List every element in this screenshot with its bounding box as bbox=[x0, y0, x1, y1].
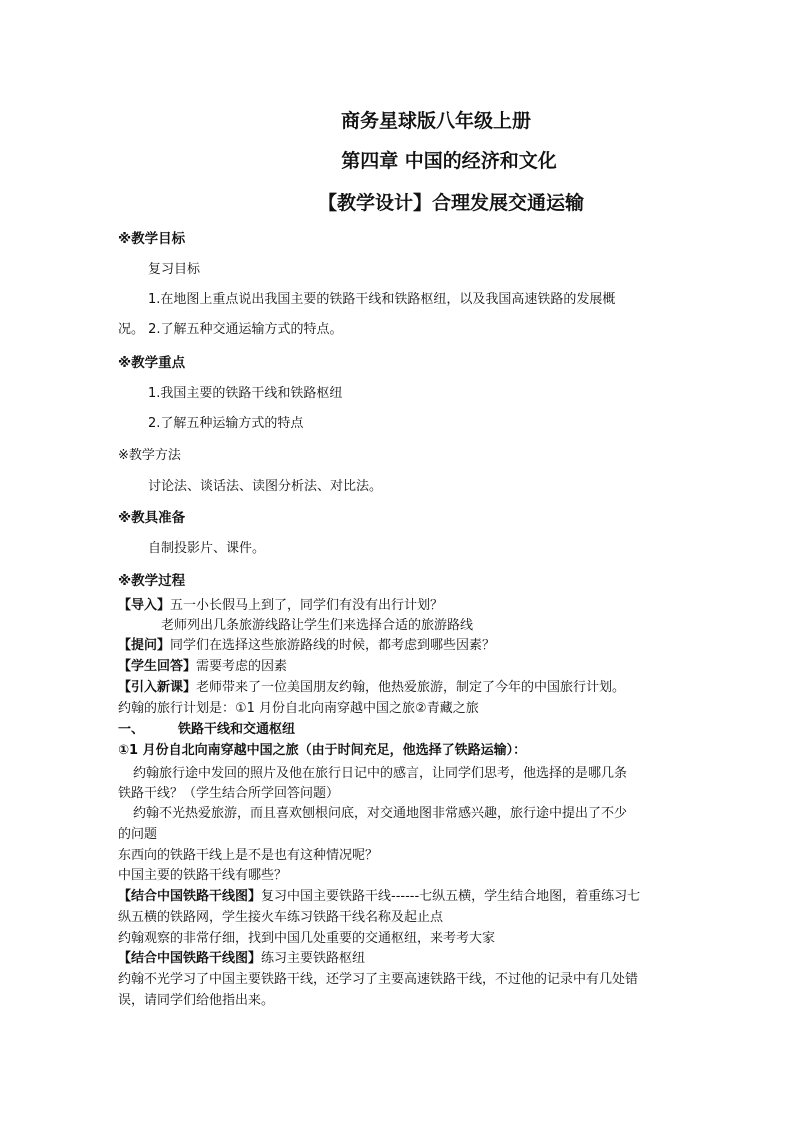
intro-line-2: 老师列出几条旅游线路让学生们来选择合适的旅游路线 bbox=[161, 618, 474, 633]
key-point-item-2: 2.了解五种运输方式的特点 bbox=[148, 416, 304, 431]
key-point-item-1: 1.我国主要的铁路干线和铁路枢纽 bbox=[148, 386, 343, 401]
ask-tag: 【提问】 bbox=[118, 638, 171, 653]
objectives-heading: ※教学目标 bbox=[118, 231, 186, 247]
paragraph-1-line-2: 铁路干线？（学生结合所学回答问题） bbox=[118, 786, 340, 801]
key-points-heading: ※教学重点 bbox=[118, 355, 186, 371]
map-1-tag: 【结合中国铁路干线图】 bbox=[118, 889, 262, 904]
answer-line bbox=[118, 659, 287, 675]
trip-1-heading: ①1 月份自北向南穿越中国之旅（由于时间充足，他选择了铁路运输）： bbox=[118, 743, 527, 758]
section-1-number: 一、 bbox=[118, 722, 145, 737]
objective-item-1-line-2: 况。 2.了解五种交通运输方式的特点。 bbox=[118, 322, 343, 337]
map-1-line bbox=[118, 889, 640, 905]
map-1-text: 复习中国主要铁路干线------七纵五横，学生结合地图，着重练习七 bbox=[261, 889, 641, 904]
section-1-title: 铁路干线和交通枢纽 bbox=[178, 722, 296, 737]
paragraph-3-line-1: 约翰不光学习了中国主要铁路干线，还学习了主要高速铁路干线，不过他的记录中有几处错 bbox=[118, 972, 639, 987]
book-title: 商务星球版八年级上册 bbox=[340, 110, 531, 132]
hub-text: 约翰观察的非常仔细，找到中国几处重要的交通枢纽，来考考大家 bbox=[118, 931, 496, 946]
new-lesson-text: 老师带来了一位美国朋友约翰，他热爱旅游，制定了今年的中国旅行计划。 bbox=[196, 680, 626, 695]
objective-item-1-line-1: 1.在地图上重点说出我国主要的铁路干线和铁路枢纽，以及我国高速铁路的发展概 bbox=[148, 292, 616, 307]
paragraph-3-line-2: 误，请同学们给他指出来。 bbox=[118, 993, 275, 1008]
map-2-line bbox=[118, 951, 365, 967]
ask-text: 同学们在选择这些旅游路线的时候，都考虑到哪些因素？ bbox=[170, 638, 496, 653]
process-heading: ※教学过程 bbox=[118, 573, 186, 589]
new-lesson-line bbox=[118, 680, 625, 696]
section-1-heading bbox=[118, 722, 295, 738]
chapter-title: 第四章 中国的经济和文化 bbox=[341, 150, 557, 172]
paragraph-2-line-2: 的问题 bbox=[118, 827, 158, 842]
question-2: 中国主要的铁路干线有哪些？ bbox=[118, 868, 288, 883]
lesson-title: 【教学设计】合理发展交通运输 bbox=[317, 192, 584, 214]
methods-text: 讨论法、谈话法、读图分析法、对比法。 bbox=[148, 479, 383, 494]
map-1-line-2: 纵五横的铁路网，学生接火车练习铁路干线名称及起止点 bbox=[118, 910, 444, 925]
intro-text: 五一小长假马上到了，同学们有没有出行计划？ bbox=[170, 598, 444, 613]
map-2-tag: 【结合中国铁路干线图】 bbox=[118, 951, 262, 966]
answer-text: 需要考虑的因素 bbox=[196, 659, 288, 674]
paragraph-1-line-1: 约翰旅行途中发回的照片及他在旅行日记中的感言，让同学们思考，他选择的是哪几条 bbox=[133, 766, 628, 781]
intro-tag: 【导入】 bbox=[118, 598, 171, 613]
question-1: 东西向的铁路干线上是不是也有这种情况呢？ bbox=[118, 848, 379, 863]
ask-line bbox=[118, 638, 495, 654]
map-2-text: 练习主要铁路枢纽 bbox=[261, 951, 366, 966]
objectives-sub: 复习目标 bbox=[148, 262, 201, 277]
methods-heading: ※教学方法 bbox=[118, 448, 181, 463]
tools-heading: ※教具准备 bbox=[118, 510, 186, 526]
paragraph-2-line-1: 约翰不光热爱旅游，而且喜欢刨根问底，对交通地图非常感兴趣，旅行途中提出了不少 bbox=[133, 806, 628, 821]
answer-tag: 【学生回答】 bbox=[118, 659, 197, 674]
travel-plan: 约翰的旅行计划是：①1 月份自北向南穿越中国之旅②青藏之旅 bbox=[118, 701, 479, 716]
tools-text: 自制投影片、课件。 bbox=[148, 541, 266, 556]
new-lesson-tag: 【引入新课】 bbox=[118, 680, 197, 695]
intro-line bbox=[118, 598, 443, 614]
